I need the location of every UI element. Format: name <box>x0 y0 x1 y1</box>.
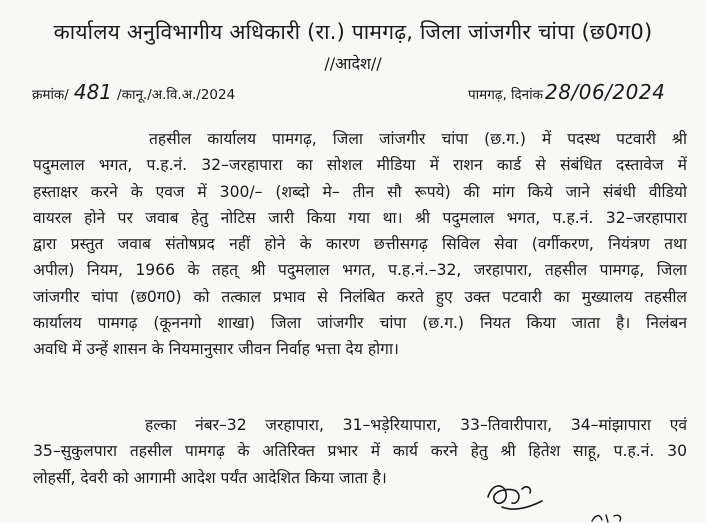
paragraph-line: हल्का नंबर–32 जरहापारा, 31–भड़ेरियापारा, 33–तिवारीपारा, 34–मांझापारा एवं <box>145 416 687 434</box>
date-value-handwritten: 28/06/2024 <box>545 80 666 104</box>
reference-number-line <box>32 80 235 104</box>
paragraph-line: द्वारा प्रस्तुत जवाब संतोषप्रद नहीं होने के कारण छत्तीसगढ़ सिविल सेवा (वर्गीकरण, नियंत्रण तथा <box>33 235 687 254</box>
paragraph-suspension-order <box>33 126 687 363</box>
paragraph-additional-charge <box>33 412 687 491</box>
handwritten-mark <box>590 512 630 523</box>
signature-mark <box>482 477 552 517</box>
reference-suffix: /कानू./अ.वि.अ./2024 <box>117 87 236 103</box>
paragraph-line: 35–सुकुलपारा तहसील पामगढ़ के अतिरिक्त प्रभार में कार्य करने हेतु श्री हितेश साहू, प.ह.नं. 30 <box>33 442 687 461</box>
office-heading: कार्यालय अनुविभागीय अधिकारी (रा.) पामगढ़, जिला जांजगीर चांपा (छ0ग0) <box>53 20 653 44</box>
paragraph-line: तहसील कार्यालय पामगढ़, जिला जांजगीर चांपा (छ.ग.) में पदस्थ पटवारी श्री <box>149 130 687 148</box>
paragraph-line: अवधि में उन्हें शासन के नियमानुसार जीवन निर्वाह भत्ता देय होगा। <box>33 340 399 359</box>
date-line <box>468 80 665 104</box>
paragraph-line: हस्ताक्षर करने के एवज में 300/– (शब्दो मे– तीन सौ रूपये) की मांग किये जाने संबंधी वीडियो <box>33 182 687 201</box>
reference-number-handwritten: 481 <box>73 80 113 104</box>
date-label: पामगढ़, दिनांक <box>468 87 544 103</box>
paragraph-line: अपील) नियम, 1966 के तहत् श्री पदुमलाल भगत, प.ह.नं.–32, जरहापारा, तहसील पामगढ़, जिला <box>33 261 687 280</box>
paragraph-line: लोहर्सी, देवरी को आगामी आदेश पर्यंत आदेशित किया जाता है। <box>33 468 387 487</box>
paragraph-line: जांजगीर चांपा (छ0ग0) को तत्काल प्रभाव से निलंबित करते हुए उक्त पटवारी का मुख्यालय तहसील <box>33 287 687 306</box>
paragraph-line: कार्यालय पामगढ़ (कूननगो शाखा) जिला जांजगीर चांपा (छ.ग.) नियत किया जाता है। निलंबन <box>33 314 687 333</box>
paragraph-line: वायरल होने पर जवाब हेतु नोटिस जारी किया गया था। श्री पदुमलाल भगत, प.ह.नं. 32–जरहापारा <box>33 208 687 227</box>
reference-prefix: क्रमांक/ <box>32 87 69 103</box>
order-heading: //आदेश// <box>324 54 382 73</box>
paragraph-line: पदुमलाल भगत, प.ह.नं. 32–जरहापारा का सोशल मीडिया में राशन कार्ड से संबंधित दस्तावेज में <box>33 156 687 175</box>
